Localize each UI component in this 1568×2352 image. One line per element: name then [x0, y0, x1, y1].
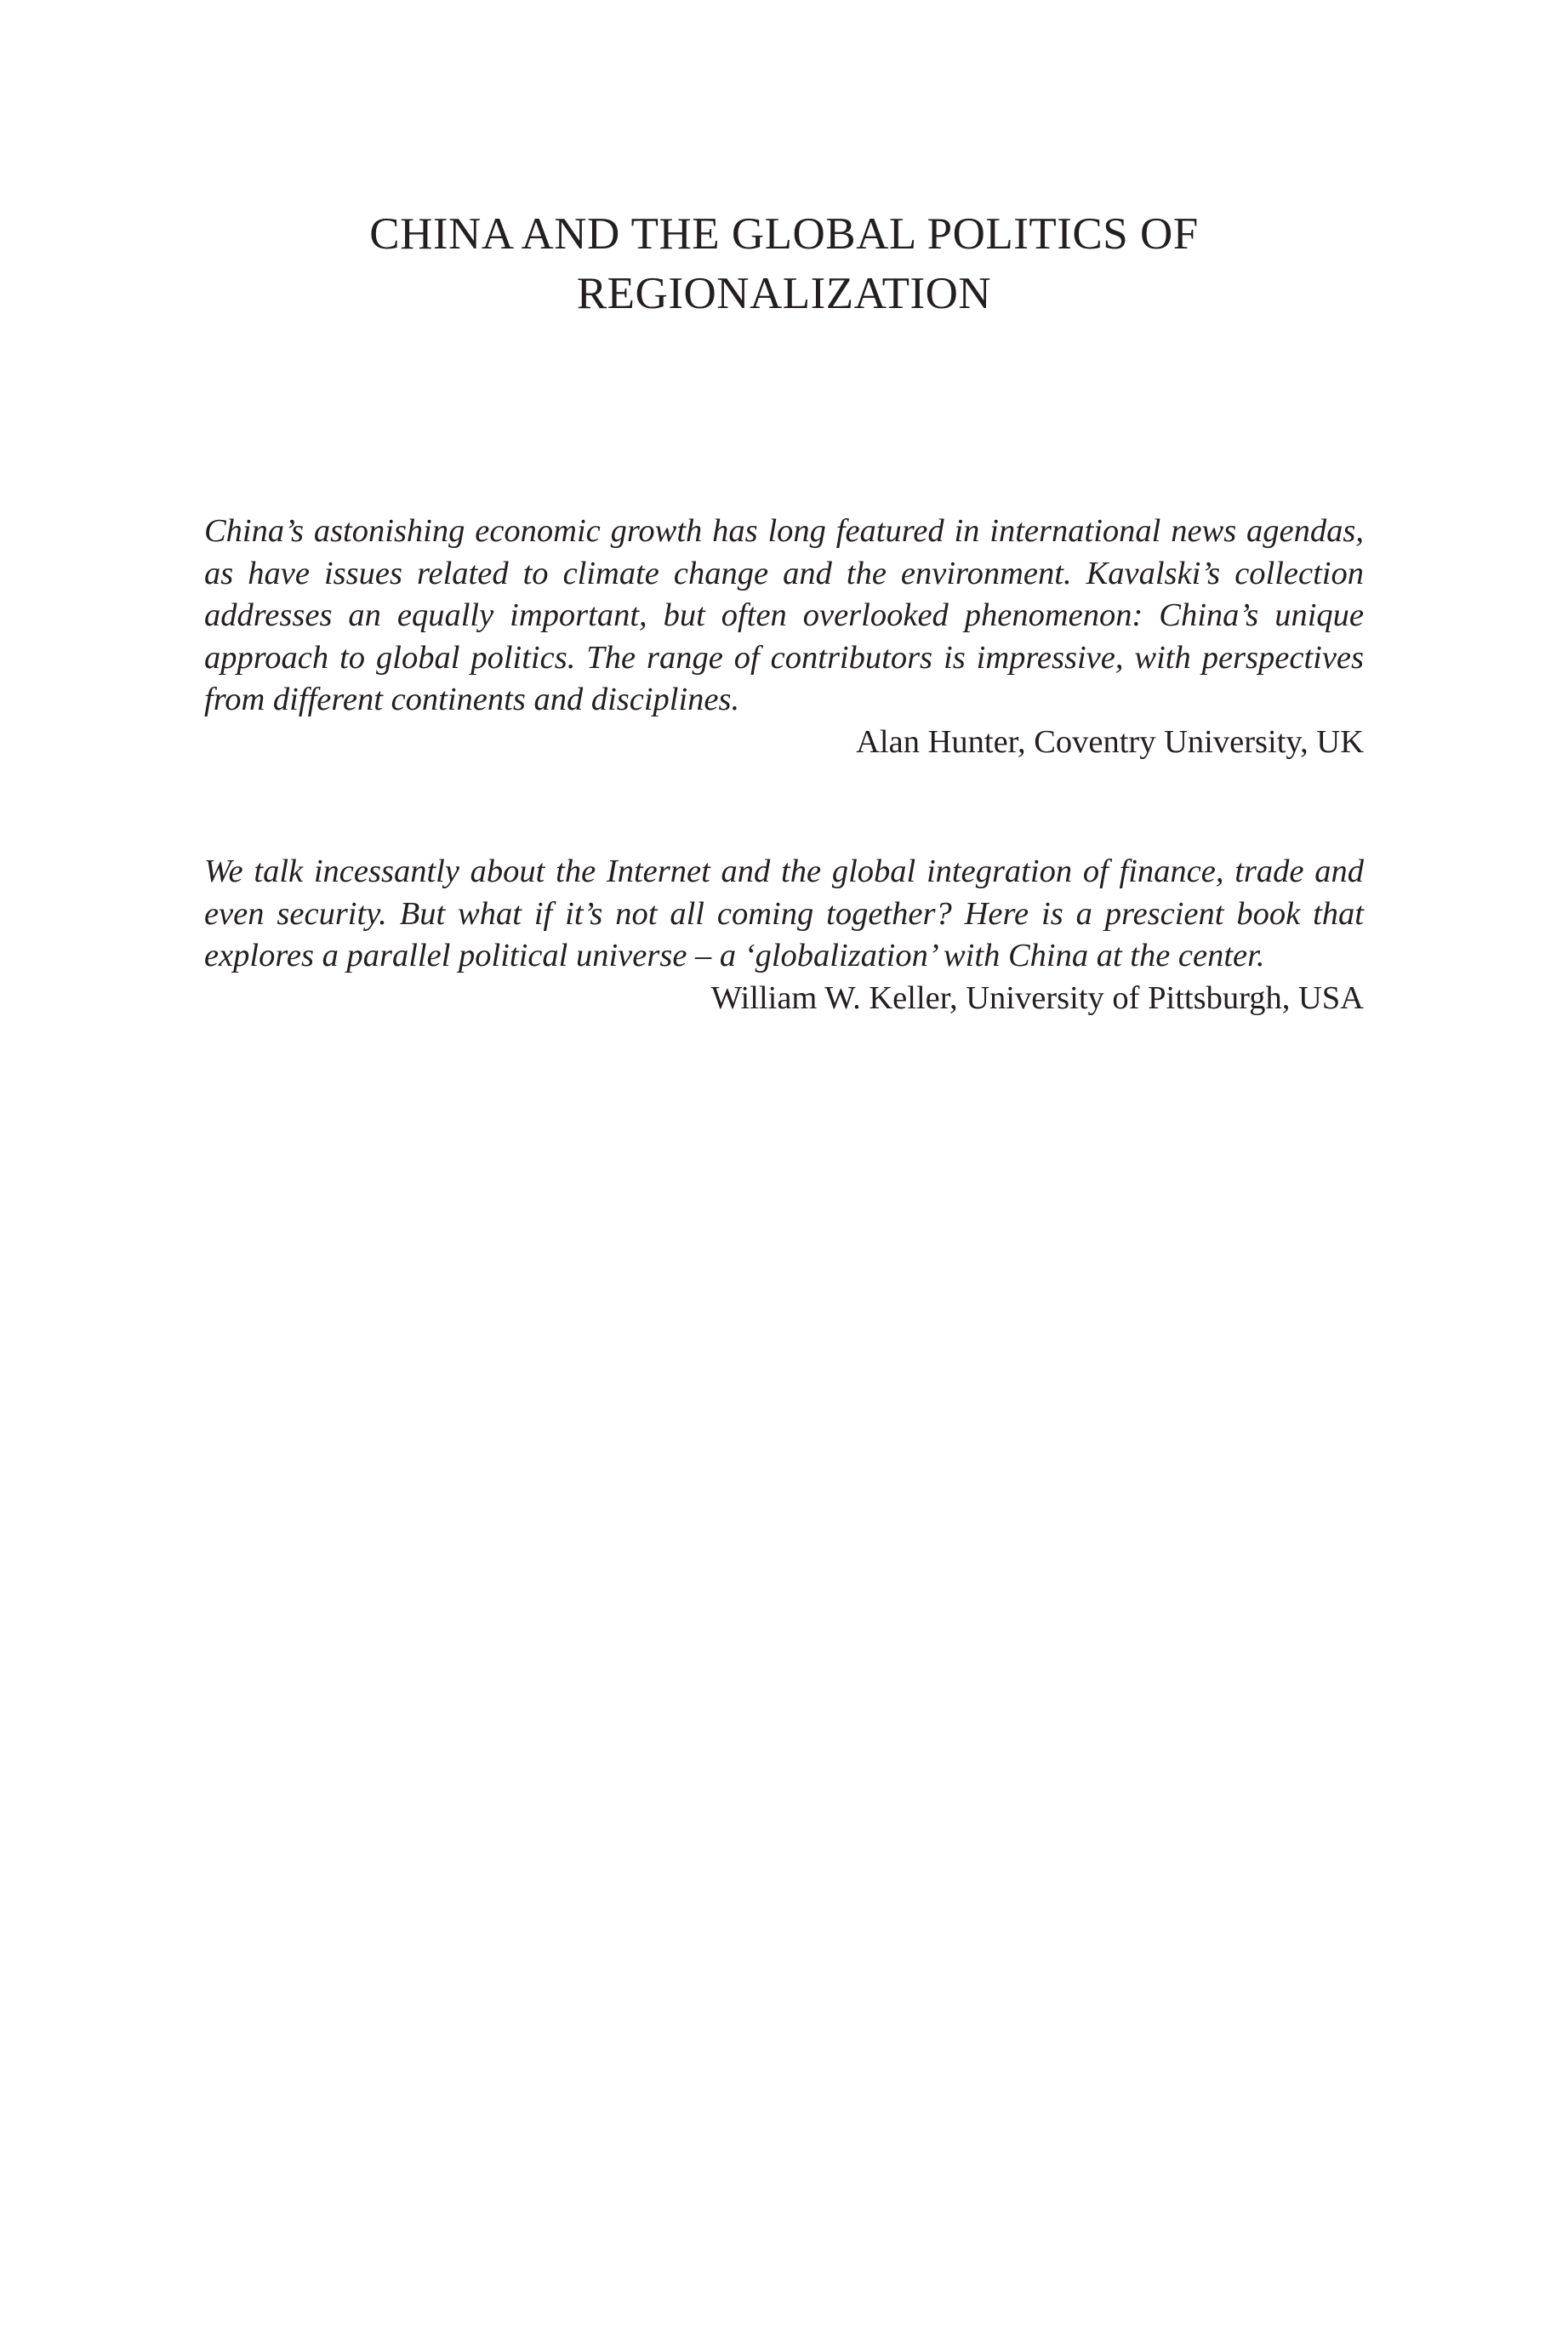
- page-title-line-2: REGIONALIZATION: [576, 269, 992, 318]
- page-title-line-1: CHINA AND THE GLOBAL POLITICS OF: [369, 209, 1199, 259]
- endorsement-block: [204, 851, 1364, 1019]
- endorsement-attribution: William W. Keller, University of Pittsburgh, USA: [710, 979, 1364, 1016]
- page-title: [204, 204, 1364, 323]
- endorsement-attribution: Alan Hunter, Coventry University, UK: [856, 723, 1364, 760]
- endorsement-quote: We talk incessantly about the Internet and the global integration of finance, trade and even security. But what if it’s not all coming together? Here is a prescient book that explores a parallel political universe – a ‘globalization’ with China at the center.: [204, 853, 1364, 973]
- endorsement-quote: China’s astonishing economic growth has long featured in international news agendas, as have issues related to climate change and the environment. Kavalski’s collection addresses an equally important, but often overlooked phenomenon: China’s unique approach to global politics. The range of contributors is impressive, with perspectives from different continents and disciplines.: [204, 513, 1364, 717]
- endorsement-block: [204, 511, 1364, 763]
